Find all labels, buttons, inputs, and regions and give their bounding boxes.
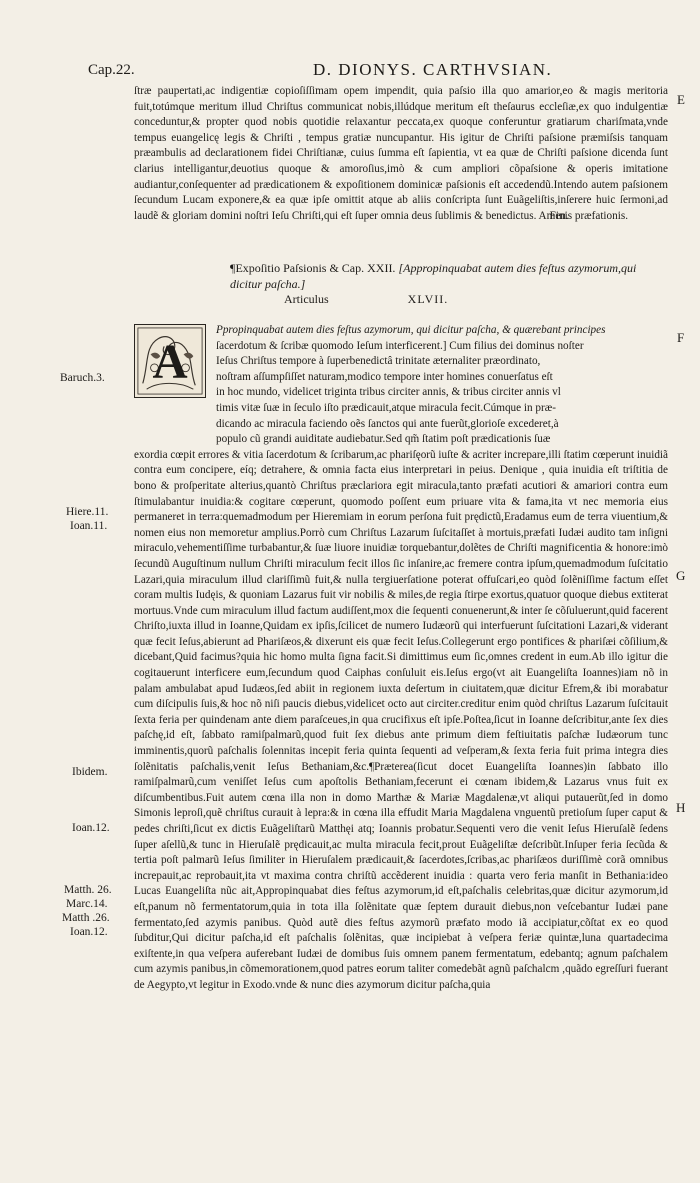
running-title: D. DIONYS. CARTHVSIAN. <box>313 60 553 79</box>
body-line: in hoc mundo, videlicet triginta tribus circiter annis, & tribus circiter annis vl <box>216 386 561 399</box>
margin-note-marc14: Marc.14. <box>66 898 108 910</box>
preface-text: ſtræ paupertati,ac indigentiæ copioſiſſimam opem impendit, quia paſsio illa quo amarior,eo & magis meritoria fuit,totúmque meritum illud Chriſtus communicat nobis,illúdque meritum eſt theſaurus eccleſiæ,ex quo indulgentiæ conceduntur,& propter quod nobis quotidie relaxantur peccata,ex quoque conferuntur gratiarum chariſmata,vnde tempus euangelicę legis & Chriſti , tempus gratiæ nuncupantur. His igitur de Chriſti paſsione præmiſsis tanquam præambulis ad declarationem fidei Chriſtianæ, cuius ſumma eſt ſapientia, vt ea quæ de Chriſti paſsione dicenda ſunt clarius intelligantur,deuotius quoque & amoroſius,imò & cum ampliori cõpaſsione & operis imitatione audiantur,conſequenter ad prædicationem & expoſitionem dominicæ paſsionis eſt accedendũ.Intendo autem paſsionem ſecundum Lucam exponere,& ea quæ ipſe omittit atque ab aliis conſcripta ſunt Euãgeliſtis,inſerere huic ſermoni,ad laudẽ & gloriam domini noſtri Ieſu Chriſti,qui eſt ſuper omnia deus ſublimis & benedictus. Amen. <box>134 85 668 222</box>
margin-note-ioan12: Ioan.12. <box>72 822 110 834</box>
margin-note-matth26: Matth. 26. <box>64 884 112 896</box>
margin-note-ioan12b: Ioan.12. <box>70 926 108 938</box>
margin-letter-g: G <box>676 568 686 583</box>
section-heading <box>230 260 670 292</box>
chapter-label: Cap.22. <box>88 62 135 78</box>
body-line: timis vitæ ſuæ in ſeculo iſto prædicauit,atque miracula fecit.Cúmque in præ- <box>216 401 556 414</box>
body-text <box>134 323 668 994</box>
articulus-label: Articulus <box>284 292 329 306</box>
margin-note-ioan11: Ioan.11. <box>70 520 108 532</box>
margin-letter-e: E <box>677 92 685 107</box>
articulus-number: XLVII. <box>407 292 449 306</box>
section-heading-lead: ¶Expoſitio Paſsionis & Cap. XXII. <box>230 261 396 275</box>
running-head <box>88 60 668 82</box>
body-line: ſacerdotum & ſcribæ quomodo Ieſum interficerent.] Cum filius dei dominus noſter <box>216 339 584 352</box>
section-heading-quote: [Appropinquabat autem dies feſtus azymorum,qui dicitur paſcha.] <box>230 261 637 291</box>
body-line: populo cũ grandi auiditate audiebatur.Sed qm̃ ſtatim poſt prædicationis ſuæ <box>216 433 551 446</box>
body-line: noſtram aſſumpſiſſet naturam,modico tempore inter homines conuerſatus eſt <box>216 370 553 383</box>
articulus-line <box>284 292 448 307</box>
margin-note-baruch: Baruch.3. <box>60 372 105 384</box>
initial-letter: A <box>152 334 188 389</box>
margin-note-ibidem: Ibidem. <box>72 766 108 778</box>
margin-letter-h: H <box>676 800 686 815</box>
finis-label: Finis præfationis. <box>549 209 628 222</box>
body-line: Ppropinquabat autem dies feſtus azymorum, qui dicitur paſcha, & quærebant principes <box>216 324 606 336</box>
margin-letter-f: F <box>677 330 685 345</box>
preface-paragraph <box>134 84 668 224</box>
margin-note-hiere: Hiere.11. <box>66 506 109 518</box>
body-line: Ieſus Chriſtus tempore à ſuperbenedictâ trinitate æternaliter præordinato, <box>216 355 541 368</box>
body-paragraph: exordia cœpit errores & vitia ſacerdotum & ſcribarum,ac phariſęorũ iuſte & acriter increpare,illi ſtatim cœperunt inuidiã contra eum concipere, eíq; detrahere, & omnia facta eius interpretari in peius. Denique , quia inuidia eſt triſtitia de bono & proſperitate alterius,quantò Chriſtus præclariora egit miracula,tanto præfati acutiori & amariori contra eum ſtimulabantur inuidia:& cogitare cœperunt, quomodo poſſent eum priuare vita & fama,ita vt nec memoria eius permaneret in terra:quemadmodum per Hieremiam in eorum perſona fuit prędictũ,Eradamus eum de terra viuentium,& nomen eius non memoretur amplius.Porrò cum Chriſtus Lazarum ſuſcitaſſet à mortuis,præfati Iudæi audito tam inſigni miraculo,vehementiſſime turbabantur,& ſuæ liuore inuidiæ torquebantur,dolẽtes de Chriſti magnificentia & honore:imò ſecundũ Auguſtinum nullum Chriſti miraculum fecit illos ſic inſanire,ac fremere contra ipſum,quemadmodum ſuſcitatio Lazari,quia miraculum illud clariſſimũ fuit,& nulla tergiuerſatione poterat offuſcari,eo quòd ſolẽniſſime factum eſſet coram multis Iudęis, & quoniam Lazarus fuit vir nobilis & miles,de regia ſtirpe exortus,quatuor quoque diebus extiterat mortuus.Vnde cum miraculum illud factum audiſſent,mox die ſequenti conuenerunt,& inter ſe cõſuluerunt,quid facerent Chriſto,iuxta illud in Ioanne,Quidam ex ipſis,ſcilicet de numero Iudæorũ qui interfuerunt ſuſcitationi Lazari,& viderant quæ fecit Ieſus,abierunt ad Phariſæos,& dixerunt eis quæ fecit Ieſus.Collegerunt ergo pontifices & phariſæi cõſilium,& dicebant,Quid facimus?quia hic homo multa ſigna facit.Si dimittimus eum ſic,omnes credent in eum.Ab illo igitur die cogitauerunt interficere eum,ſecundum quod Caiphas conſuluit eis.Ieſus ergo(vt ait Euangeliſta Ioannes)iam nõ in palam ambulabat apud Iudæos,ſed abiit in regionem iuxta deſertum in ciuitatem,quæ dicitur Efrem,& ibi morabatur cum diſcipulis ſuis,& hoc nõ niſi paucis diebus,videlicet octo aut circiter.creditur enim quòd chriſtus Lazarum ſuſcitauit ſexta feria per quindenam ante diem paraſceues,in qua crucifixus eſt ipſe.Poſtea,ſicut in Ioanne deſcribitur,ante ſex dies paſchę,id eſt, ſabbato ramiſpalmarũ,quod fuit ſex diebus ante primum diem feſtiuitatis paſchæ Iudæorum tunc imminentis,quorũ paſchalis ſolennitas incepit feria quinta ſequenti ad veſperam,& ſexta feria fuit prima integra dies ſolẽnitatis paſchalis,venit Ieſus Bethaniam,&c.¶Præterea(ſicut docet Euangeliſta Ioannes)in ſabbato illo ramiſpalmarũ,cum veniſſet Ieſus cum apoſtolis Bethaniam,fecerunt ei cœnam ibidem,& Lazarus vnus fuit ex diſcumbentibus.Fuit autem cœna illa non in domo Marthæ & Mariæ Magdalenæ,vt aliqui putauerũt,ſed in domo Simonis leproſi,quẽ chriſtus curauit à lepra:& in cœna illa effudit Maria Magdalena vnguentũ pretioſum ſuper caput & pedes chriſti,ſicut ex dictis Euãgeliſtarũ Matthęi atq; Ioannis probatur.Sequenti vero die venit Ieſus Hieruſalẽ ſedens ſuper aſellũ,& tunc in Hieruſalẽ prędicauit,ac multa miracula fecit,prout Euãgeliſtæ deſcribũt.Inſuper feria ſecũda & tertia poſt palmarũ Ieſus ſimiliter in Hieruſalem prædicauit,& ſacerdotes,ſcribas,ac phariſæos duriſſimè corã omnibus increpauit,ac reprobauit,ita vt maxima contra chriſtũ accẽderent inuidia : quarta vero feria manſit in Bethania:ideo Lucas Euangeliſta nũc ait,Appropinquabat dies feſtus azymorum,id eſt,paſchalis celebritas,quæ dicitur azymorum,id eſt,panum nõ fermentatorum,quia in tota illa ſolẽnitate quæ ſeptem durauit diebus,non veſcebantur Iudæi pane fermentato,ſed azymis panibus. Quòd autẽ dies feſtus azymorũ præfato modo iã accipiatur,cõſtat ex eo quod ſubditur,Qui dicitur paſcha,id eſt paſchalis ſolẽnitas, quæ incipiebat à veſpera feriæ quintæ,luna quartadecima exiſtente,in qua veſpera auferebant Iudæi de domibus ſuis omnem panem fermentatum, edebantq; agnum paſchalem cum azymis panibus,in cõmemorationem,quod patres eorum taliter comedebãt agnũ paſchalcm ,quãdo egreſſuri fuerant de Aegypto,vt legitur in Exodo.vnde & nunc dies azymorum dicitur paſcha,quia <box>134 448 668 991</box>
margin-note-matth26b: Matth .26. <box>62 912 110 924</box>
body-line: dicando ac miracula faciendo oẽs ſanctos qui ante fuerũt,glorioſe excederet,à <box>216 417 559 430</box>
